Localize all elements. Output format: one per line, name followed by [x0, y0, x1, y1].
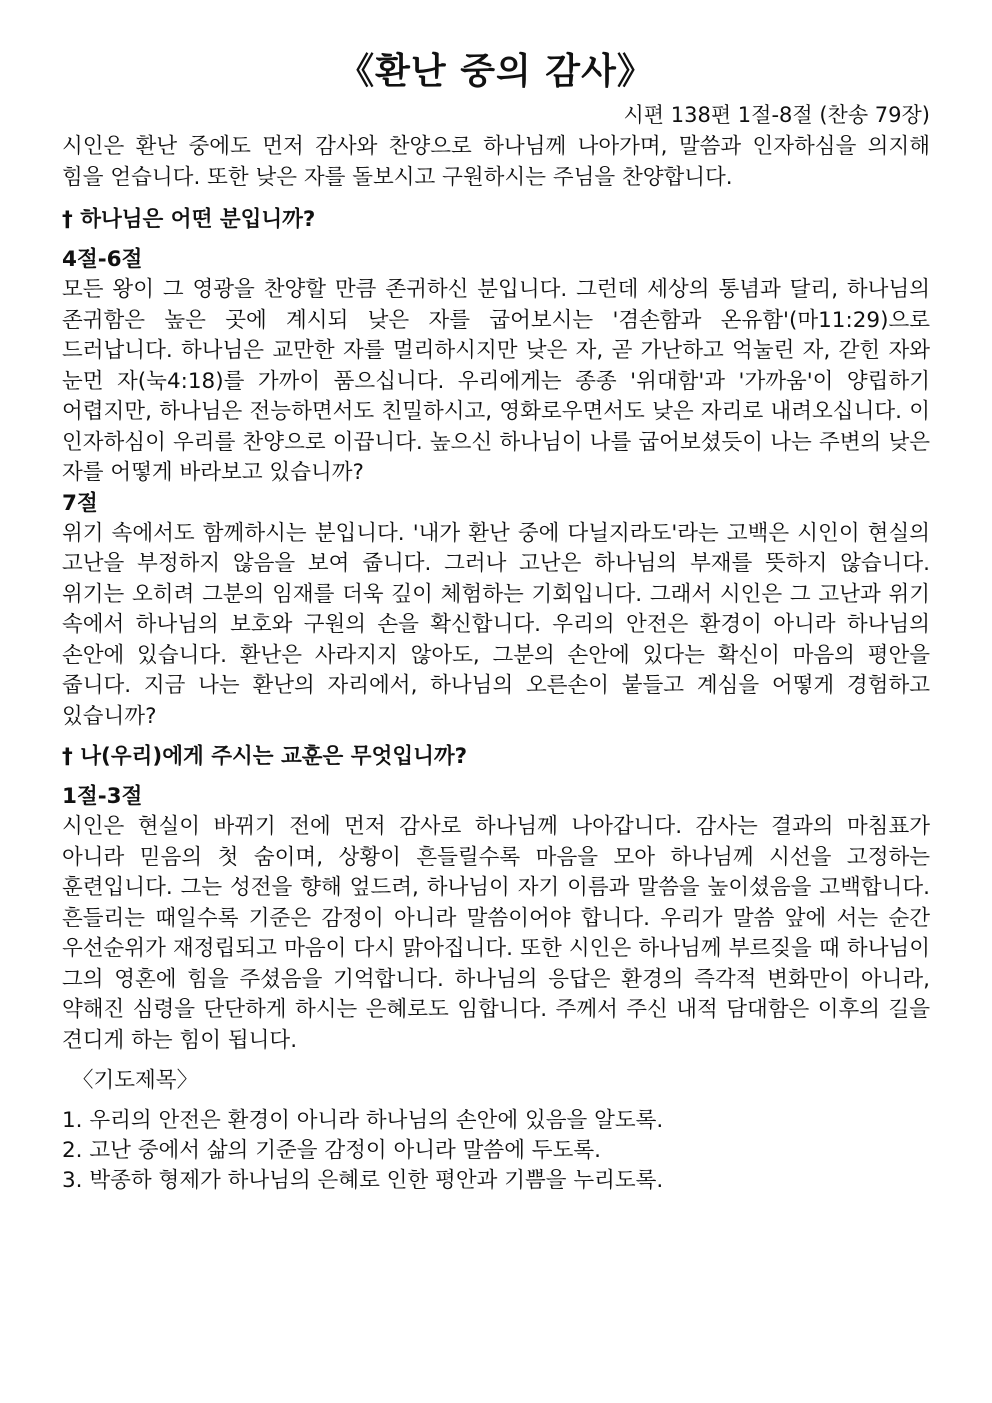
paragraph-1-3: 시인은 현실이 바뀌기 전에 먼저 감사로 하나님께 나아갑니다. 감사는 결과의 마침표가 아니라 믿음의 첫 숨이며, 상황이 흔들릴수록 마음을 모아 하나님께 시선을 고정하는 훈련입니다. 그는 성전을 향해 엎드려, 하나님이 자기 이름과 말씀을 높이셨음을 고백합니다. 흔들리는 때일수록 기준은 감정이 아니라 말씀이어야 합니다. 우리가 말씀 앞에 서는 순간 우선순위가 재정립되고 마음이 다시 맑아집니다. 또한 시인은 하나님께 부르짖을 때 하나님이 그의 영혼에 힘을 주셨음을 기억합니다. 하나님의 응답은 환경의 즉각적 변화만이 아니라, 약해진 심령을 단단하게 하시는 은혜로도 임합니다. 주께서 주신 내적 담대함은 이후의 길을 견디게 하는 힘이 됩니다. — [62, 814, 930, 1053]
page-title: 《환난 중의 감사》 — [338, 51, 654, 92]
bulletin-page — [62, 44, 930, 1196]
prayer-heading: 〈기도제목〉 — [72, 1068, 199, 1093]
verse-reference-4-6: 4절-6절 — [62, 247, 143, 272]
verse-reference-1-3: 1절-3절 — [62, 784, 143, 809]
scripture-reference: 시편 138편 1절-8절 (찬송 79장) — [623, 103, 930, 127]
paragraph-4-6: 모든 왕이 그 영광을 찬양할 만큼 존귀하신 분입니다. 그런데 세상의 통념과 달리, 하나님의 존귀함은 높은 곳에 계시되 낮은 자를 굽어보시는 '겸손함과 온유함'(마11:29)으로 드러납니다. 하나님은 교만한 자를 멀리하시지만 낮은 자, 곧 가난하고 억눌린 자, 갇힌 자와 눈먼 자(눅4:18)를 가까이 품으십니다. 우리에게는 종종 '위대함'과 '가까움'이 양립하기 어렵지만, 하나님은 전능하면서도 친밀하시고, 영화로우면서도 낮은 자리로 내려오십니다. 이 인자하심이 우리를 찬양으로 이끕니다. 높으신 하나님이 나를 굽어보셨듯이 나는 주변의 낮은 자를 어떻게 바라보고 있습니까? — [62, 277, 930, 485]
question-heading-2: † 나(우리)에게 주시는 교훈은 무엇입니까? — [62, 744, 468, 769]
prayer-list — [62, 1106, 930, 1196]
paragraph-7: 위기 속에서도 함께하시는 분입니다. '내가 환난 중에 다닐지라도'라는 고백은 시인이 현실의 고난을 부정하지 않음을 보여 줍니다. 그러나 고난은 하나님의 부재를 뜻하지 않습니다. 위기는 오히려 그분의 임재를 더욱 깊이 체험하는 기회입니다. 그래서 시인은 그 고난과 위기 속에서 하나님의 보호와 구원의 손을 확신합니다. 우리의 안전은 환경이 아니라 하나님의 손안에 있습니다. 환난은 사라지지 않아도, 그분의 손안에 있다는 확신이 마음의 평안을 줍니다. 지금 나는 환난의 자리에서, 하나님의 오른손이 붙들고 계심을 어떻게 경험하고 있습니까? — [62, 520, 930, 729]
verse-reference-7: 7절 — [62, 490, 98, 516]
prayer-item: 1. 우리의 안전은 환경이 아니라 하나님의 손안에 있음을 알도록. — [62, 1108, 664, 1133]
intro-paragraph: 시인은 환난 중에도 먼저 감사와 찬양으로 하나님께 나아가며, 말씀과 인자하심을 의지해 힘을 얻습니다. 또한 낮은 자를 돌보시고 구원하시는 주님을 찬양합니다. — [62, 134, 930, 190]
prayer-item: 2. 고난 중에서 삶의 기준을 감정이 아니라 말씀에 두도록. — [62, 1138, 601, 1163]
prayer-item: 3. 박종하 형제가 하나님의 은혜로 인한 평안과 기쁨을 누리도록. — [62, 1168, 664, 1193]
question-heading-1: † 하나님은 어떤 분입니까? — [62, 207, 316, 232]
